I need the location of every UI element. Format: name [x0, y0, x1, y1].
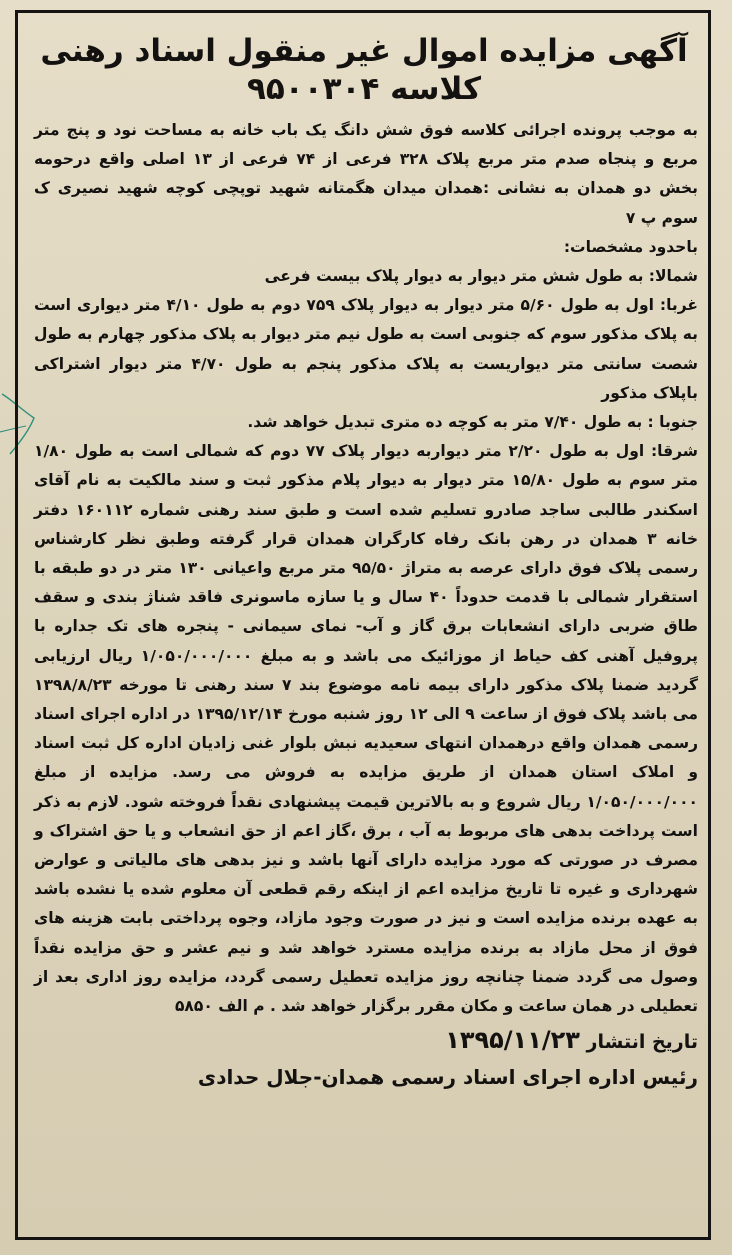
publish-date-value: ۱۳۹۵/۱۱/۲۳ [445, 1026, 580, 1055]
boundaries-heading: باحدود مشخصات: [563, 237, 698, 256]
notice-title: آگهی مزایده اموال غیر منقول اسناد رهنی [40, 33, 688, 69]
notice-class-code: کلاسه ۹۵۰۰۳۰۴ [246, 71, 482, 107]
publish-date-label: تاریخ انتشار [586, 1031, 698, 1054]
south-boundary: جنوبا : به طول ۷/۴۰ متر به کوچه ده متری تبدیل خواهد شد. [247, 413, 698, 432]
west-boundary: غربا: اول به طول ۵/۶۰ متر دیوار به دیوار پلاک ۷۵۹ دوم به طول ۴/۱۰ متر دیواری است به پلاک مذکور سوم که جنوبی است به طول نیم متر دیوار به پلاک مذکور چهارم به طول شصت سانتی متر دیواریست به پلاک مذکور پنجم به طول ۴/۷۰ متر دیوار اشتراکی باپلاک مذکور [34, 296, 698, 402]
publish-date-line [24, 1023, 704, 1059]
signature-line: رئیس اداره اجرای اسناد رسمی همدان-جلال حدادی [197, 1065, 698, 1090]
notice-body [24, 116, 704, 1021]
north-boundary: شمالا: به طول شش متر دیوار به دیوار پلاک بیست فرعی [264, 267, 698, 286]
property-description-paragraph: به موجب پرونده اجرائی کلاسه فوق شش دانگ یک باب خانه به مساحت نود و پنج متر مربع و پنجاه صدم متر مربع پلاک ۳۲۸ فرعی از ۷۴ فرعی از ۱۳ اصلی واقع درحومه بخش دو همدان به نشانی :همدان میدان هگمتانه شهید توپچی کوچه شهید نصیری ک سوم پ ۷ [34, 121, 699, 227]
east-boundary-and-terms: شرقا: اول به طول ۲/۲۰ متر دیواربه دیوار پلاک ۷۷ دوم که شمالی است به طول ۱/۸۰ متر سوم به طول ۱۵/۸۰ متر دیوار به دیوار پلام مذکور ثبت و سند مالکیت به نام آقای اسکندر طالبی ساجد صادرو تسلیم شده است و طبق سند رهنی شماره ۱۶۰۱۱۲ دفتر خانه ۳ همدان در رهن بانک رفاه کارگران همدان قرار گرفته وطبق نظر کارشناس رسمی پلاک فوق دارای عرصه به متراژ ۹۵/۵۰ متر مربع واعیانی ۱۳۰ متر در دو طبقه با استقرار شمالی با قدمت حدوداً ۴۰ سال و یا سازه ماسونری فاقد شناژ بندی و سقف طاق ضربی دارای انشعابات برق گاز و آب- نمای سیمانی - پنجره های تک جداره با پروفیل آهنی کف حیاط از موزائیک می باشد و به مبلغ ۱/۰۵۰/۰۰۰/۰۰۰ ریال ارزیابی گردید ضمنا پلاک مذکور دارای بیمه نامه موضوع بند ۷ سند رهنی تا مورخه ۱۳۹۸/۸/۲۳ می باشد پلاک فوق از ساعت ۹ الی ۱۲ روز شنبه مورخ ۱۳۹۵/۱۲/۱۴ در اداره اجرای اسناد رسمی همدان واقع درهمدان انتهای سعیدیه نبش بلوار غنی زادیان اداره کل ثبت اسناد و املاک استان همدان از طریق مزایده به فروش می رسد. مزایده از مبلغ ۱/۰۵۰/۰۰۰/۰۰۰ ریال شروع و به بالاترین قیمت پیشنهادی نقداً فروخته شود. لازم به ذکر است پرداخت بدهی های مربوط به آب ، برق ،گاز اعم از حق انشعاب و یا حق اشتراک و مصرف در صورتی که مورد مزایده دارای آنها باشد و نیز بدهی های مالیاتی و عوارض شهرداری و غیره تا تاریخ مزایده اعم از اینکه رقم قطعی آن معلوم شده یا نشده باشد به عهده برنده مزایده است و نیز در صورت وجود مازاد، وجوه پرداختی بابت هزینه های فوق از محل مازاد به برنده مزایده مسترد خواهد شد و نیم عشر و حق مزایده نقداً وصول می گردد ضمنا چنانچه روز مزایده تعطیل رسمی گردد، مزایده روز اداری بعد از تعطیلی در همان ساعت و مکان مقرر برگزار خواهد شد . م الف ۵۸۵۰ [34, 442, 699, 1016]
notice-content [24, 18, 704, 1095]
